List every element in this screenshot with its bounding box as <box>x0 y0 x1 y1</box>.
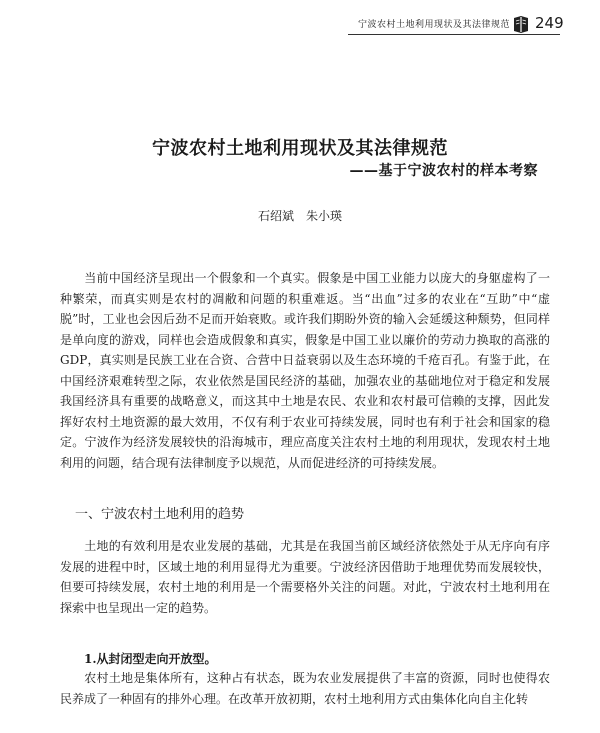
section-paragraph <box>60 536 550 618</box>
intro-paragraph <box>60 268 550 473</box>
page-number: 249 <box>535 14 564 32</box>
section-paragraph-text: 土地的有效利用是农业发展的基础，尤其是在我国当前区域经济依然处于从无序向有序发展的进程中时，区域土地的利用显得尤为重要。宁波经济因借助于地理优势而发展较快，但要可持续发展，农村土地的利用是一个需要格外关注的问题。对此，宁波农村土地利用在探索中也呈现出一定的趋势。 <box>60 539 550 615</box>
article-authors: 石绍斌 朱小瑛 <box>257 209 342 223</box>
header-rule <box>348 34 560 35</box>
intro-paragraph-text: 当前中国经济呈现出一个假象和一个真实。假象是中国工业能力以庞大的身躯虚构了一种繁荣，而真实则是农村的凋敝和问题的积重难返。当“出血”过多的农业在“互助”中“虚脱”时，工业也会因后劲不足而开始衰败。或许我们期盼外资的输入会延缓这种颓势，但同样是单向度的游戏，同样也会造成假象和真实，假象是中国工业以廉价的劳动力换取的高涨的GDP，真实则是民族工业在合资、合营中日益衰弱以及生态环境的千疮百孔。有鉴于此，在中国经济艰难转型之际，农业依然是国民经济的基础，加强农业的基础地位对于稳定和发展我国经济具有重要的战略意义，而这其中土地是农民、农业和农村最可信赖的支撑，因此发挥好农村土地资源的最大效用，不仅有利于农业可持续发展，同时也有利于社会和国家的稳定。宁波作为经济发展较快的沿海城市，理应高度关注农村土地的利用现状，发现农村土地利用的问题，结合现有法律制度予以规范，从而促进经济的可持续发展。 <box>60 271 550 470</box>
book-emblem-icon <box>511 14 531 34</box>
subsection-paragraph <box>60 668 550 709</box>
running-title: 宁波农村土地利用现状及其法律规范 <box>358 20 511 30</box>
article-subtitle: ——基于宁波农村的样本考察 <box>349 163 538 179</box>
running-header <box>348 12 578 36</box>
subsection-heading: 1.从封闭型走向开放型。 <box>84 652 217 666</box>
article-title: 宁波农村土地利用现状及其法律规范 <box>152 138 448 159</box>
section-heading: 一、宁波农村土地利用的趋势 <box>75 507 245 522</box>
subsection-paragraph-text: 农村土地是集体所有，这种占有状态，既为农业发展提供了丰富的资源，同时也使得农民养成了一种固有的排外心理。在改革开放初期，农村土地利用方式由集体化向自主化转 <box>60 671 550 706</box>
